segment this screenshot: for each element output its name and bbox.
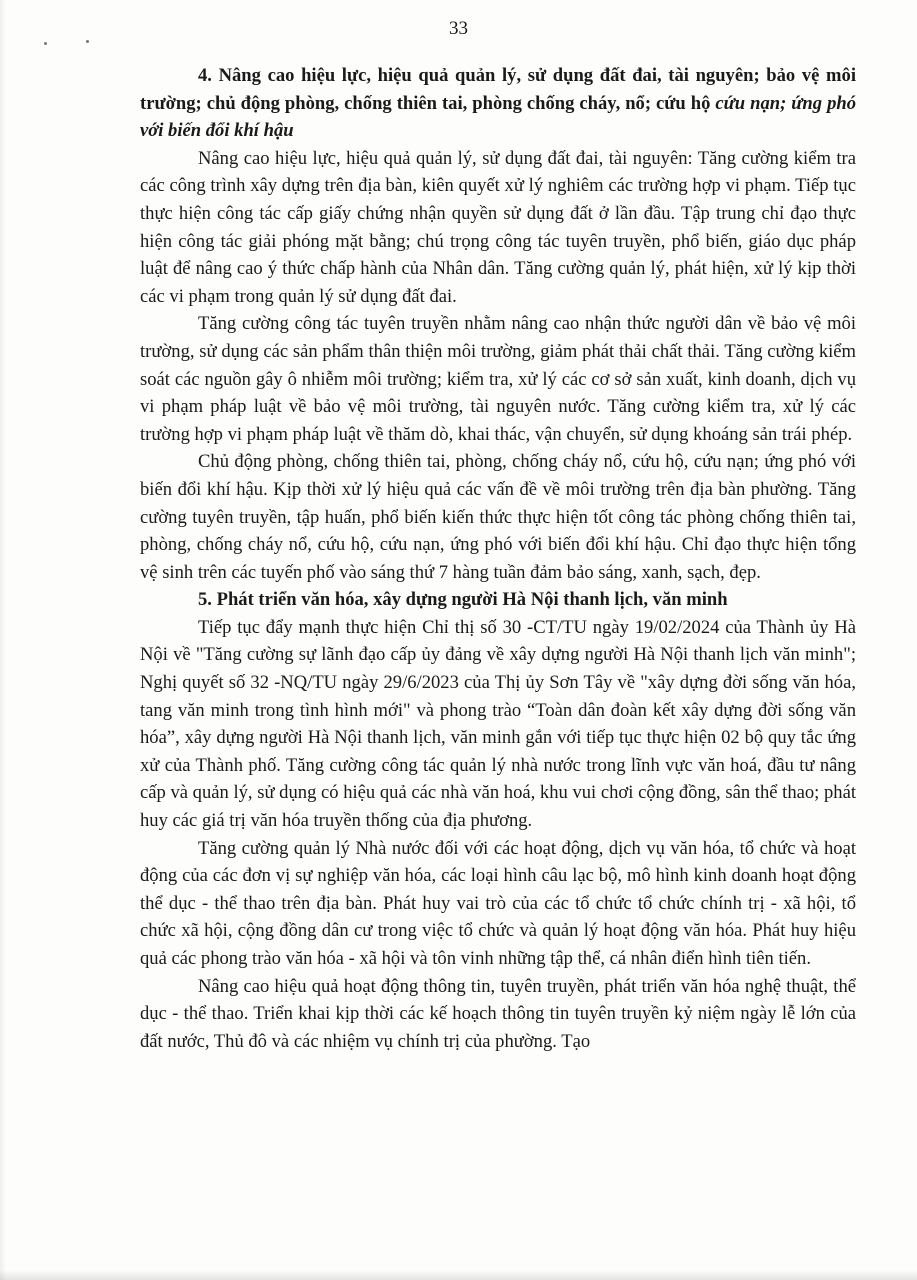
scan-speck (86, 40, 89, 43)
paragraph: Chủ động phòng, chống thiên tai, phòng, chống cháy nổ, cứu hộ, cứu nạn; ứng phó với biến đổi khí hậu. Kịp thời xử lý hiệu quả các vấn đề về môi trường trên địa bàn phường. Tăng cường tuyên truyền, tập huấn, phổ biến kiến thức thực hiện tốt công tác phòng chống thiên tai, phòng, chống cháy nổ, cứu hộ, cứu nạn, ứng phó với biến đổi khí hậu. Chỉ đạo thực hiện tổng vệ sinh trên các tuyến phố vào sáng thứ 7 hàng tuần đảm bảo sáng, xanh, sạch, đẹp. (140, 451, 856, 583)
section-heading-5 (140, 586, 856, 614)
section-heading-4-tail: cứu nạn; ứng phó với biến đổi khí hậu (140, 92, 856, 142)
page-number: 33 (449, 18, 468, 39)
section-heading-4-main: 4. Nâng cao hiệu lực, hiệu quả quản lý, sử dụng đất đai, tài nguyên; bảo vệ môi trường; chủ động phòng, chống thiên tai, phòng chống cháy, nổ; cứu hộ (140, 65, 856, 114)
paragraph: Nâng cao hiệu quả hoạt động thông tin, tuyên truyền, phát triển văn hóa nghệ thuật, thể dục - thể thao. Triển khai kịp thời các kế hoạch thông tin tuyên truyền kỷ niệm ngày lễ lớn của đất nước, Thủ đô và các nhiệm vụ chính trị của phường. Tạo (140, 975, 856, 1052)
document-body (140, 62, 856, 1055)
section-heading-4 (140, 62, 856, 145)
page-bottom-shadow (0, 1270, 917, 1280)
page-left-edge-shadow (0, 0, 6, 1280)
paragraph: Tăng cường công tác tuyên truyền nhằm nâng cao nhận thức người dân về bảo vệ môi trường, sử dụng các sản phẩm thân thiện môi trường, giảm phát thải chất thải. Tăng cường kiểm soát các nguồn gây ô nhiễm môi trường; kiểm tra, xử lý các cơ sở sản xuất, kinh doanh, dịch vụ vi phạm pháp luật về bảo vệ môi trường, tài nguyên nước. Tăng cường kiểm tra, xử lý các trường hợp vi phạm pháp luật về thăm dò, khai thác, vận chuyển, sử dụng khoáng sản trái phép. (140, 313, 856, 445)
paragraph: Tiếp tục đẩy mạnh thực hiện Chỉ thị số 30 -CT/TU ngày 19/02/2024 của Thành ủy Hà Nội về "Tăng cường sự lãnh đạo cấp ủy đảng về xây dựng người Hà Nội thanh lịch văn minh"; Nghị quyết số 32 -NQ/TU ngày 29/6/2023 của Thị ủy Sơn Tây về "xây dựng đời sống văn hóa, tang văn minh trong tình hình mới" và phong trào “Toàn dân đoàn kết xây dựng đời sống văn hóa”, xây dựng người Hà Nội thanh lịch, văn minh gắn với tiếp tục thực hiện 02 bộ quy tắc ứng xử của Thành phố. Tăng cường công tác quản lý nhà nước trong lĩnh vực văn hoá, đầu tư nâng cấp và quản lý, sử dụng có hiệu quả các nhà văn hoá, khu vui chơi cộng đồng, sân thể thao; phát huy các giá trị văn hóa truyền thống của địa phương. (140, 616, 856, 832)
scan-speck (44, 42, 47, 45)
paragraph: Nâng cao hiệu lực, hiệu quả quản lý, sử dụng đất đai, tài nguyên: Tăng cường kiểm tra các công trình xây dựng trên địa bàn, kiên quyết xử lý nghiêm các trường hợp vi phạm. Tiếp tục thực hiện công tác cấp giấy chứng nhận quyền sử dụng đất ở lần đầu. Tập trung chỉ đạo thực hiện công tác giải phóng mặt bằng; chú trọng công tác tuyên truyền, phổ biến, giáo dục pháp luật để nâng cao ý thức chấp hành của Nhân dân. Tăng cường quản lý, phát hiện, xử lý kịp thời các vi phạm trong quản lý sử dụng đất đai. (140, 147, 856, 307)
paragraph: Tăng cường quản lý Nhà nước đối với các hoạt động, dịch vụ văn hóa, tổ chức và hoạt động của các đơn vị sự nghiệp văn hóa, các loại hình câu lạc bộ, mô hình kinh doanh hoạt động thể dục - thể thao trên địa bàn. Phát huy vai trò của các tổ chức tổ chức chính trị - xã hội, tổ chức xã hội, cộng đồng dân cư trong việc tổ chức và quản lý hoạt động văn hóa. Phát huy hiệu quả các phong trào văn hóa - xã hội và tôn vinh những tập thể, cá nhân điển hình tiên tiến. (140, 837, 856, 969)
section-heading-5-main: 5. Phát triển văn hóa, xây dựng người Hà Nội thanh lịch, văn minh (198, 589, 728, 611)
